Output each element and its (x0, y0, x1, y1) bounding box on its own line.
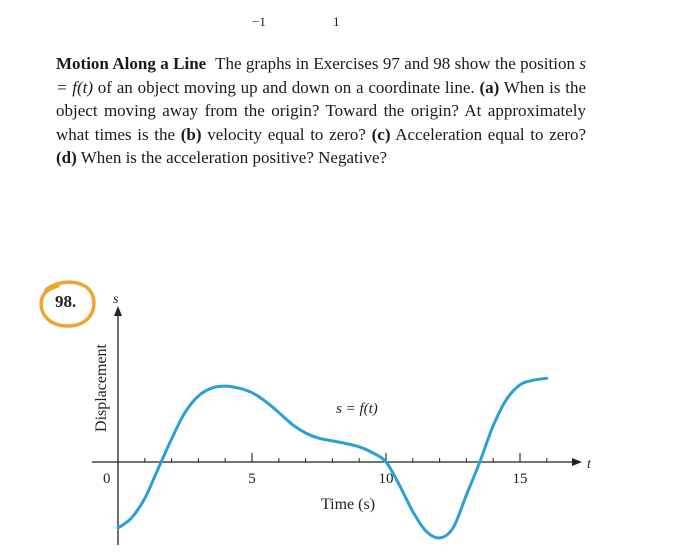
part-a-text: When is the object moving away from the origin? Toward the origin? At approximately what times is the (56, 77, 586, 144)
top-mark-right: 1 (333, 14, 340, 29)
y-axis-label: Displacement (93, 344, 110, 432)
displacement-figure (0, 260, 700, 560)
page-header-marks (0, 14, 700, 34)
exercise-number: 98. (55, 292, 77, 311)
x-tick-label: 10 (378, 471, 394, 487)
part-b-text: velocity equal to zero? (201, 124, 372, 144)
x-tick-label: 15 (512, 471, 528, 487)
part-d-text: When is the acceleration positive? Negative? (76, 148, 388, 167)
part-c-text: Acceleration equal to zero? (390, 124, 586, 144)
intro-post: of an object moving up and down on a coordinate line. (93, 77, 480, 97)
intro-pre: The graphs in Exercises 97 and 98 show the position (215, 54, 580, 73)
part-d-label: (d) (56, 148, 77, 167)
x-axis-arrow (572, 458, 582, 466)
problem-title: Motion Along a Line (56, 54, 207, 73)
x-tick-label: 5 (248, 471, 256, 487)
part-a-label: (a) (479, 77, 500, 97)
part-c-label: (c) (371, 124, 391, 144)
y-axis-symbol: s (113, 292, 119, 307)
problem-statement (56, 52, 586, 170)
x-axis-symbol: t (587, 457, 591, 472)
y-axis-arrow (114, 306, 122, 316)
position-equation: s = f(t) (56, 54, 587, 97)
curve-label: s = f(t) (336, 401, 378, 417)
x-axis-label: Time (s) (320, 496, 376, 513)
origin-label: 0 (103, 471, 111, 487)
part-b-label: (b) (180, 124, 202, 144)
top-mark-left: −1 (252, 14, 266, 29)
